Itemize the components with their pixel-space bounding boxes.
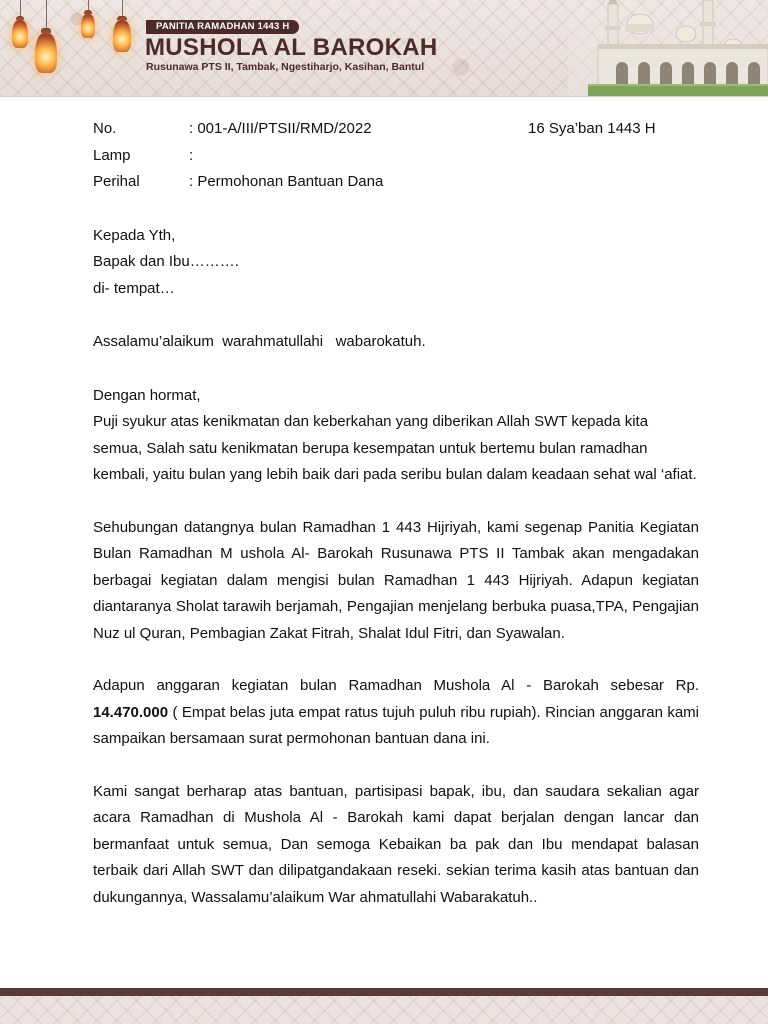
organization-address: Rusunawa PTS II, Tambak, Ngestiharjo, Kasihan, Bantul bbox=[146, 61, 425, 73]
salutation: Dengan hormat, bbox=[93, 386, 201, 404]
committee-badge: PANITIA RAMADHAN 1443 H bbox=[146, 20, 299, 34]
recipient-line: Bapak dan Ibu………. bbox=[93, 253, 239, 270]
recipient-line: di- tempat… bbox=[93, 279, 175, 297]
lantern-icon bbox=[111, 0, 133, 58]
letter-body bbox=[93, 116, 699, 911]
lantern-icon bbox=[80, 0, 96, 42]
paragraph-budget bbox=[93, 673, 699, 753]
paragraph-gratitude: Puji syukur atas kenikmatan dan keberkahan yang diberikan Allah SWT kepada kita semua, Salah satu kenikmatan berupa kesempatan untuk bertemu bulan ramadhan kembali, yaitu bulan yang lebih baik dari pada seribu bulan dalam keadaan sehat wal ‘afiat. bbox=[93, 413, 697, 483]
number-label: No. bbox=[93, 120, 117, 137]
organization-title: MUSHOLA AL BAROKAH bbox=[145, 34, 438, 61]
letter-date: 16 Sya’ban 1443 H bbox=[528, 120, 656, 137]
subject-value: : Permohonan Bantuan Dana bbox=[189, 173, 384, 190]
footer-pattern bbox=[0, 996, 768, 1024]
paragraph-closing: Kami sangat berharap atas bantuan, partisipasi bapak, ibu, dan saudara sekalian agar acara Ramadhan di Mushola Al - Barokah kami dapat berjalan dengan lancar dan bermanfaat untuk semua, Dan semoga Kebaikan ba pak dan Ibu mendapat balasan terbaik dari Allah SWT dan dilipatgandakaan reseki. sekian terima kasih atas bantuan dan dukungannya, Wassalamu’alaikum War ahmatullahi Wabarakatuh.. bbox=[93, 782, 699, 906]
attachment-row bbox=[93, 143, 699, 170]
attachment-label: Lamp bbox=[93, 146, 131, 164]
letterhead bbox=[0, 0, 768, 97]
islamic-greeting: Assalamu’alaikum warahmatullahi wabarokatuh. bbox=[93, 333, 426, 350]
number-value: : 001-A/III/PTSII/RMD/2022 bbox=[189, 120, 372, 137]
footer-band bbox=[0, 988, 768, 996]
budget-text-before: Adapun anggaran kegiatan bulan Ramadhan Mushola Al - Barokah sebesar Rp. bbox=[93, 677, 699, 694]
budget-text-after: ( Empat belas juta empat ratus tujuh puluh ribu rupiah). Rincian anggaran kami sampaikan bersamaan surat permohonan bantuan dana ini. bbox=[93, 703, 699, 747]
mosque-icon bbox=[568, 0, 768, 96]
lantern-icon bbox=[32, 0, 60, 80]
subject-row bbox=[93, 169, 699, 196]
recipient-line: Kepada Yth, bbox=[93, 226, 176, 244]
budget-amount: 14.470.000 bbox=[93, 703, 169, 721]
subject-label: Perihal bbox=[93, 173, 140, 190]
attachment-value: : bbox=[189, 146, 194, 164]
lantern-icon bbox=[10, 0, 30, 52]
paragraph-activities: Sehubungan datangnya bulan Ramadhan 1 443 Hijriyah, kami segenap Panitia Kegiatan Bulan Ramadhan M ushola Al- Barokah Rusunawa PTS II Tambak akan mengadakan berbagai kegiatan dalam mengisi bulan Ramadhan 1 443 Hijriyah. Adapun kegiatan diantaranya Sholat tarawih berjamah, Pengajian menjelang berbuka puasa,TPA, Pengajian Nuz ul Quran, Pembagian Zakat Fitrah, Shalat Idul Fitri, dan Syawalan. bbox=[93, 518, 699, 642]
letter-number-row bbox=[93, 116, 699, 143]
